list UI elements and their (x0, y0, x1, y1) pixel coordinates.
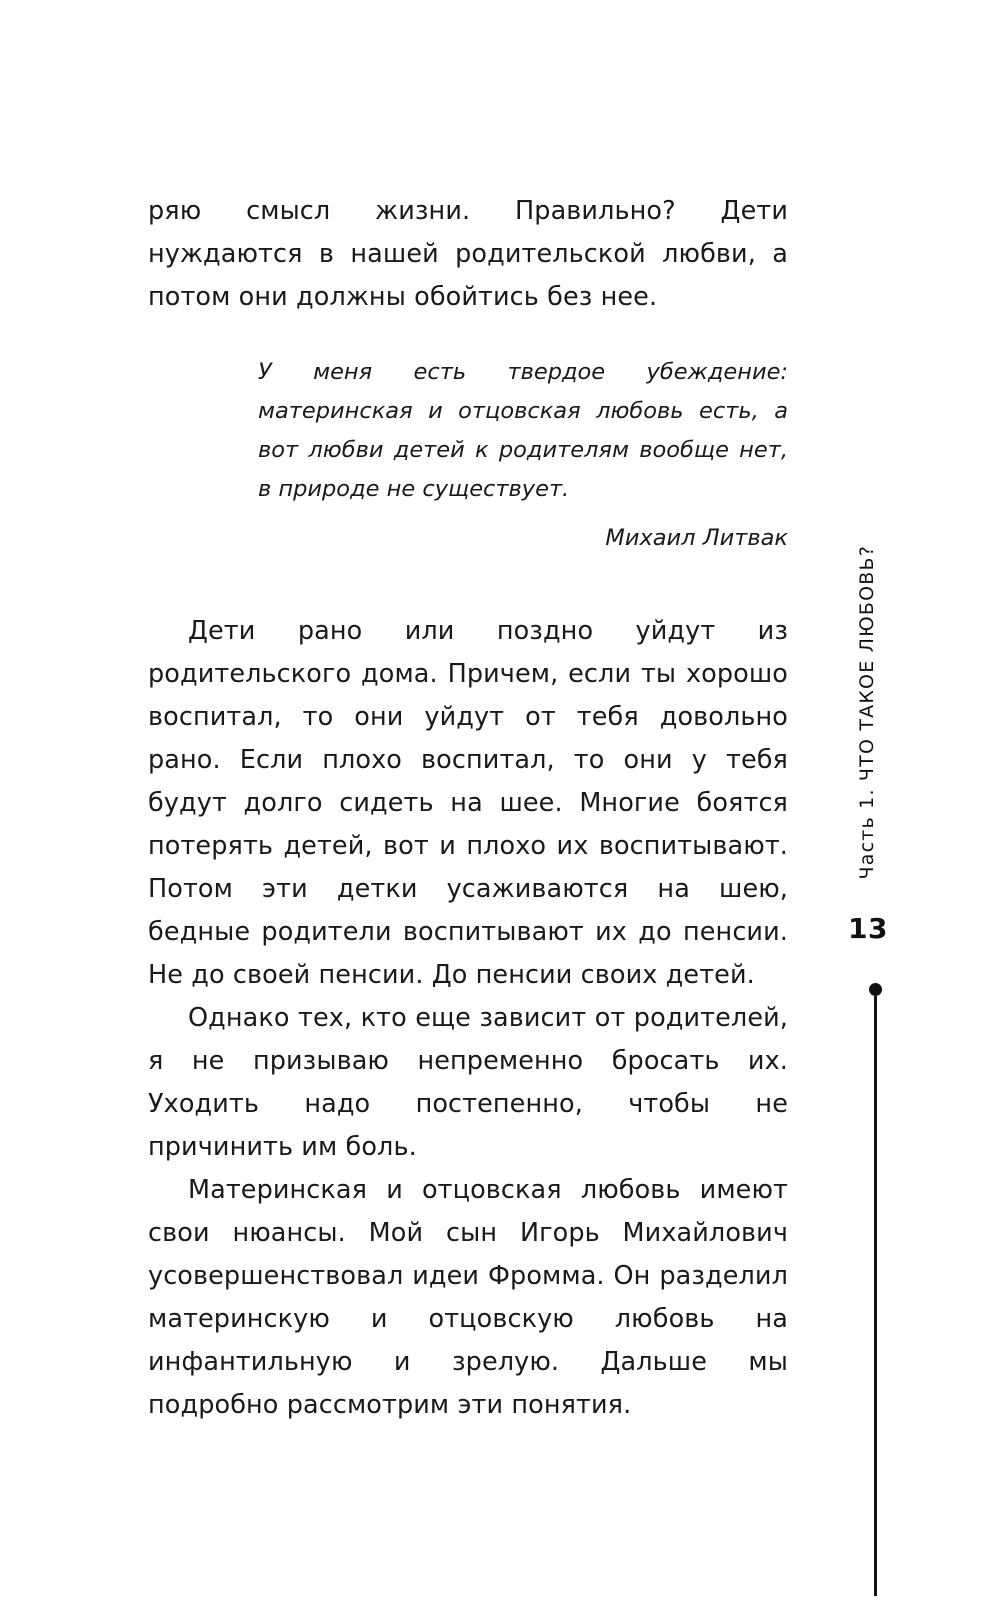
body-paragraphs (148, 610, 788, 1427)
epigraph-text: У меня есть твердое убеждение: материнская и отцовская любовь есть, а вот любви детей к родителям вообще нет, в природе не существует. (258, 359, 788, 502)
paragraph-2: Однако тех, кто еще зависит от родителей, я не призываю непременно бросать их. Уходить надо постепенно, чтобы не причинить им боль. (148, 1003, 788, 1162)
running-head: Часть 1. ЧТО ТАКОЕ ЛЮБОВЬ? (856, 545, 878, 880)
rail-dot-ornament (869, 983, 882, 996)
epigraph-attribution: Михаил Литвак (605, 525, 788, 551)
paragraph-3: Материнская и отцовская любовь имеют свои нюансы. Мой сын Игорь Михайлович усовершенствовал идеи Фромма. Он разделил материнскую и отцовскую любовь на инфантильную и зрелую. Дальше мы подробно рассмотрим эти понятия. (148, 1175, 788, 1420)
epigraph-block (148, 353, 788, 558)
rail-line-ornament (874, 996, 877, 1596)
paragraph-continued: ряю смысл жизни. Правильно? Дети нуждаются в нашей родительской любви, а потом они должны обойтись без нее. (148, 196, 788, 312)
margin-rail (788, 0, 1000, 1616)
paragraph-1: Дети рано или поздно уйдут из родительского дома. Причем, если ты хорошо воспитал, то они уйдут от тебя довольно рано. Если плохо воспитал, то они у тебя будут долго сидеть на шее. Многие боятся потерять детей, вот и плохо их воспитывают. Потом эти детки усаживаются на шею, бедные родители воспитывают их до пенсии. Не до своей пенсии. До пенсии своих детей. (148, 616, 788, 990)
text-column (148, 190, 788, 1427)
page-number: 13 (848, 912, 888, 945)
